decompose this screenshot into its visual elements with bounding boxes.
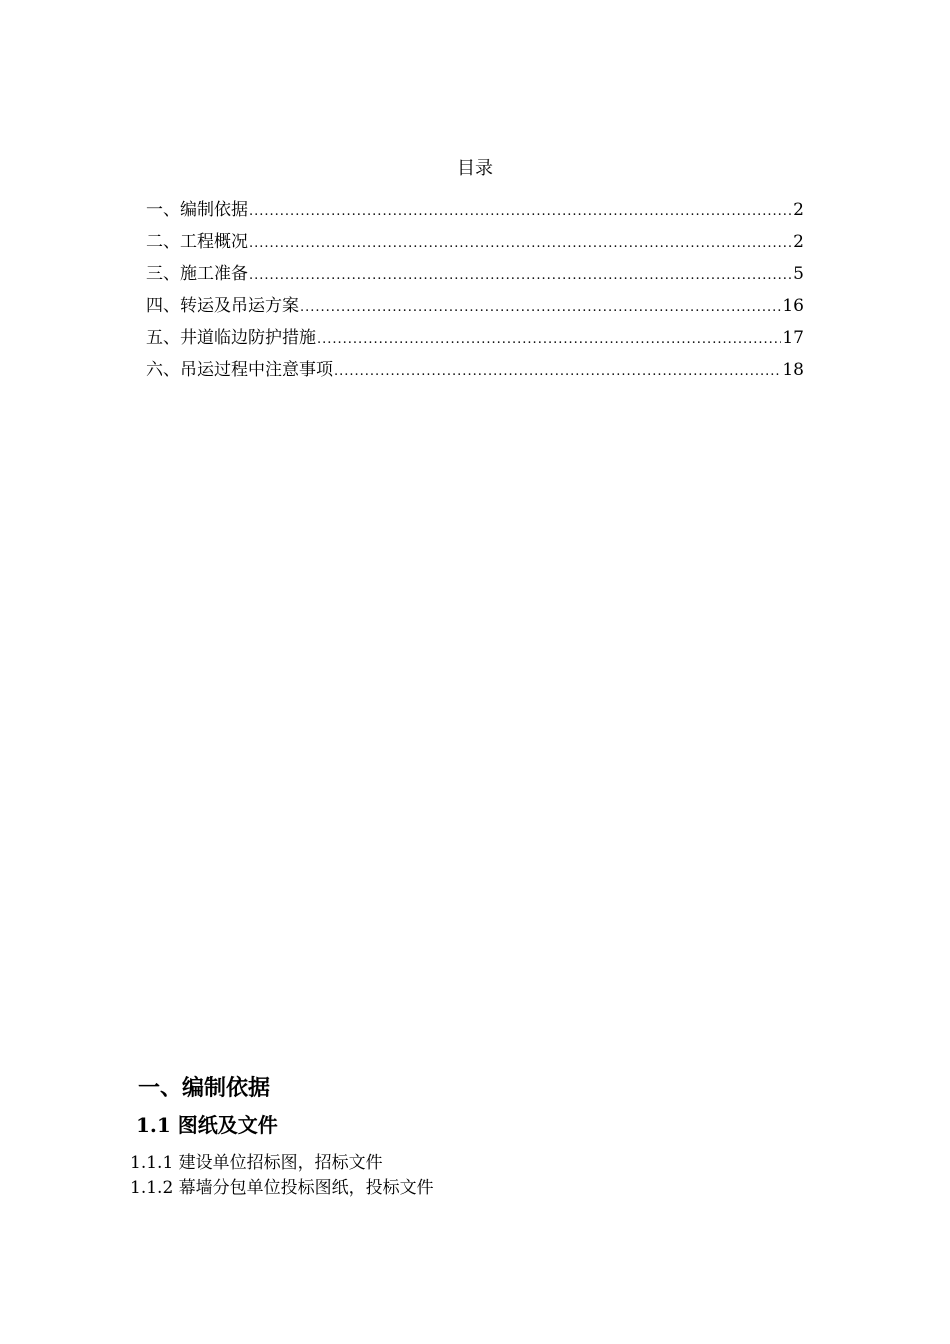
toc-leader-dots xyxy=(249,233,792,255)
toc-entry-label: 一、编制依据 xyxy=(146,200,248,220)
toc-entry-page: 16 xyxy=(782,296,804,316)
toc-leader-dots xyxy=(317,329,781,351)
toc-leader-dots xyxy=(300,297,781,319)
toc-leader-dots xyxy=(334,361,781,383)
toc-entry-4[interactable] xyxy=(146,295,804,327)
toc-leader-dots xyxy=(249,265,792,287)
toc-entry-1[interactable] xyxy=(146,199,804,231)
toc-entry-label: 五、井道临边防护措施 xyxy=(146,328,316,348)
table-of-contents xyxy=(146,199,804,391)
toc-entry-label: 四、转运及吊运方案 xyxy=(146,296,299,316)
paragraph-item: 1.1.2 幕墙分包单位投标图纸，投标文件 xyxy=(130,1178,434,1198)
subsection-heading: 1.1 图纸及文件 xyxy=(136,1113,278,1137)
section-heading: 一、编制依据 xyxy=(138,1075,271,1101)
toc-entry-page: 18 xyxy=(782,360,804,380)
toc-entry-label: 六、吊运过程中注意事项 xyxy=(146,360,333,380)
toc-entry-page: 5 xyxy=(793,264,804,284)
toc-leader-dots xyxy=(249,201,792,223)
toc-entry-5[interactable] xyxy=(146,327,804,359)
toc-title: 目录 xyxy=(457,158,493,179)
toc-entry-3[interactable] xyxy=(146,263,804,295)
toc-entry-2[interactable] xyxy=(146,231,804,263)
toc-entry-page: 2 xyxy=(793,200,804,220)
toc-entry-page: 17 xyxy=(782,328,804,348)
toc-entry-label: 二、工程概况 xyxy=(146,232,248,252)
paragraph-item: 1.1.1 建设单位招标图，招标文件 xyxy=(130,1153,383,1173)
toc-entry-6[interactable] xyxy=(146,359,804,391)
toc-entry-label: 三、施工准备 xyxy=(146,264,248,284)
toc-entry-page: 2 xyxy=(793,232,804,252)
